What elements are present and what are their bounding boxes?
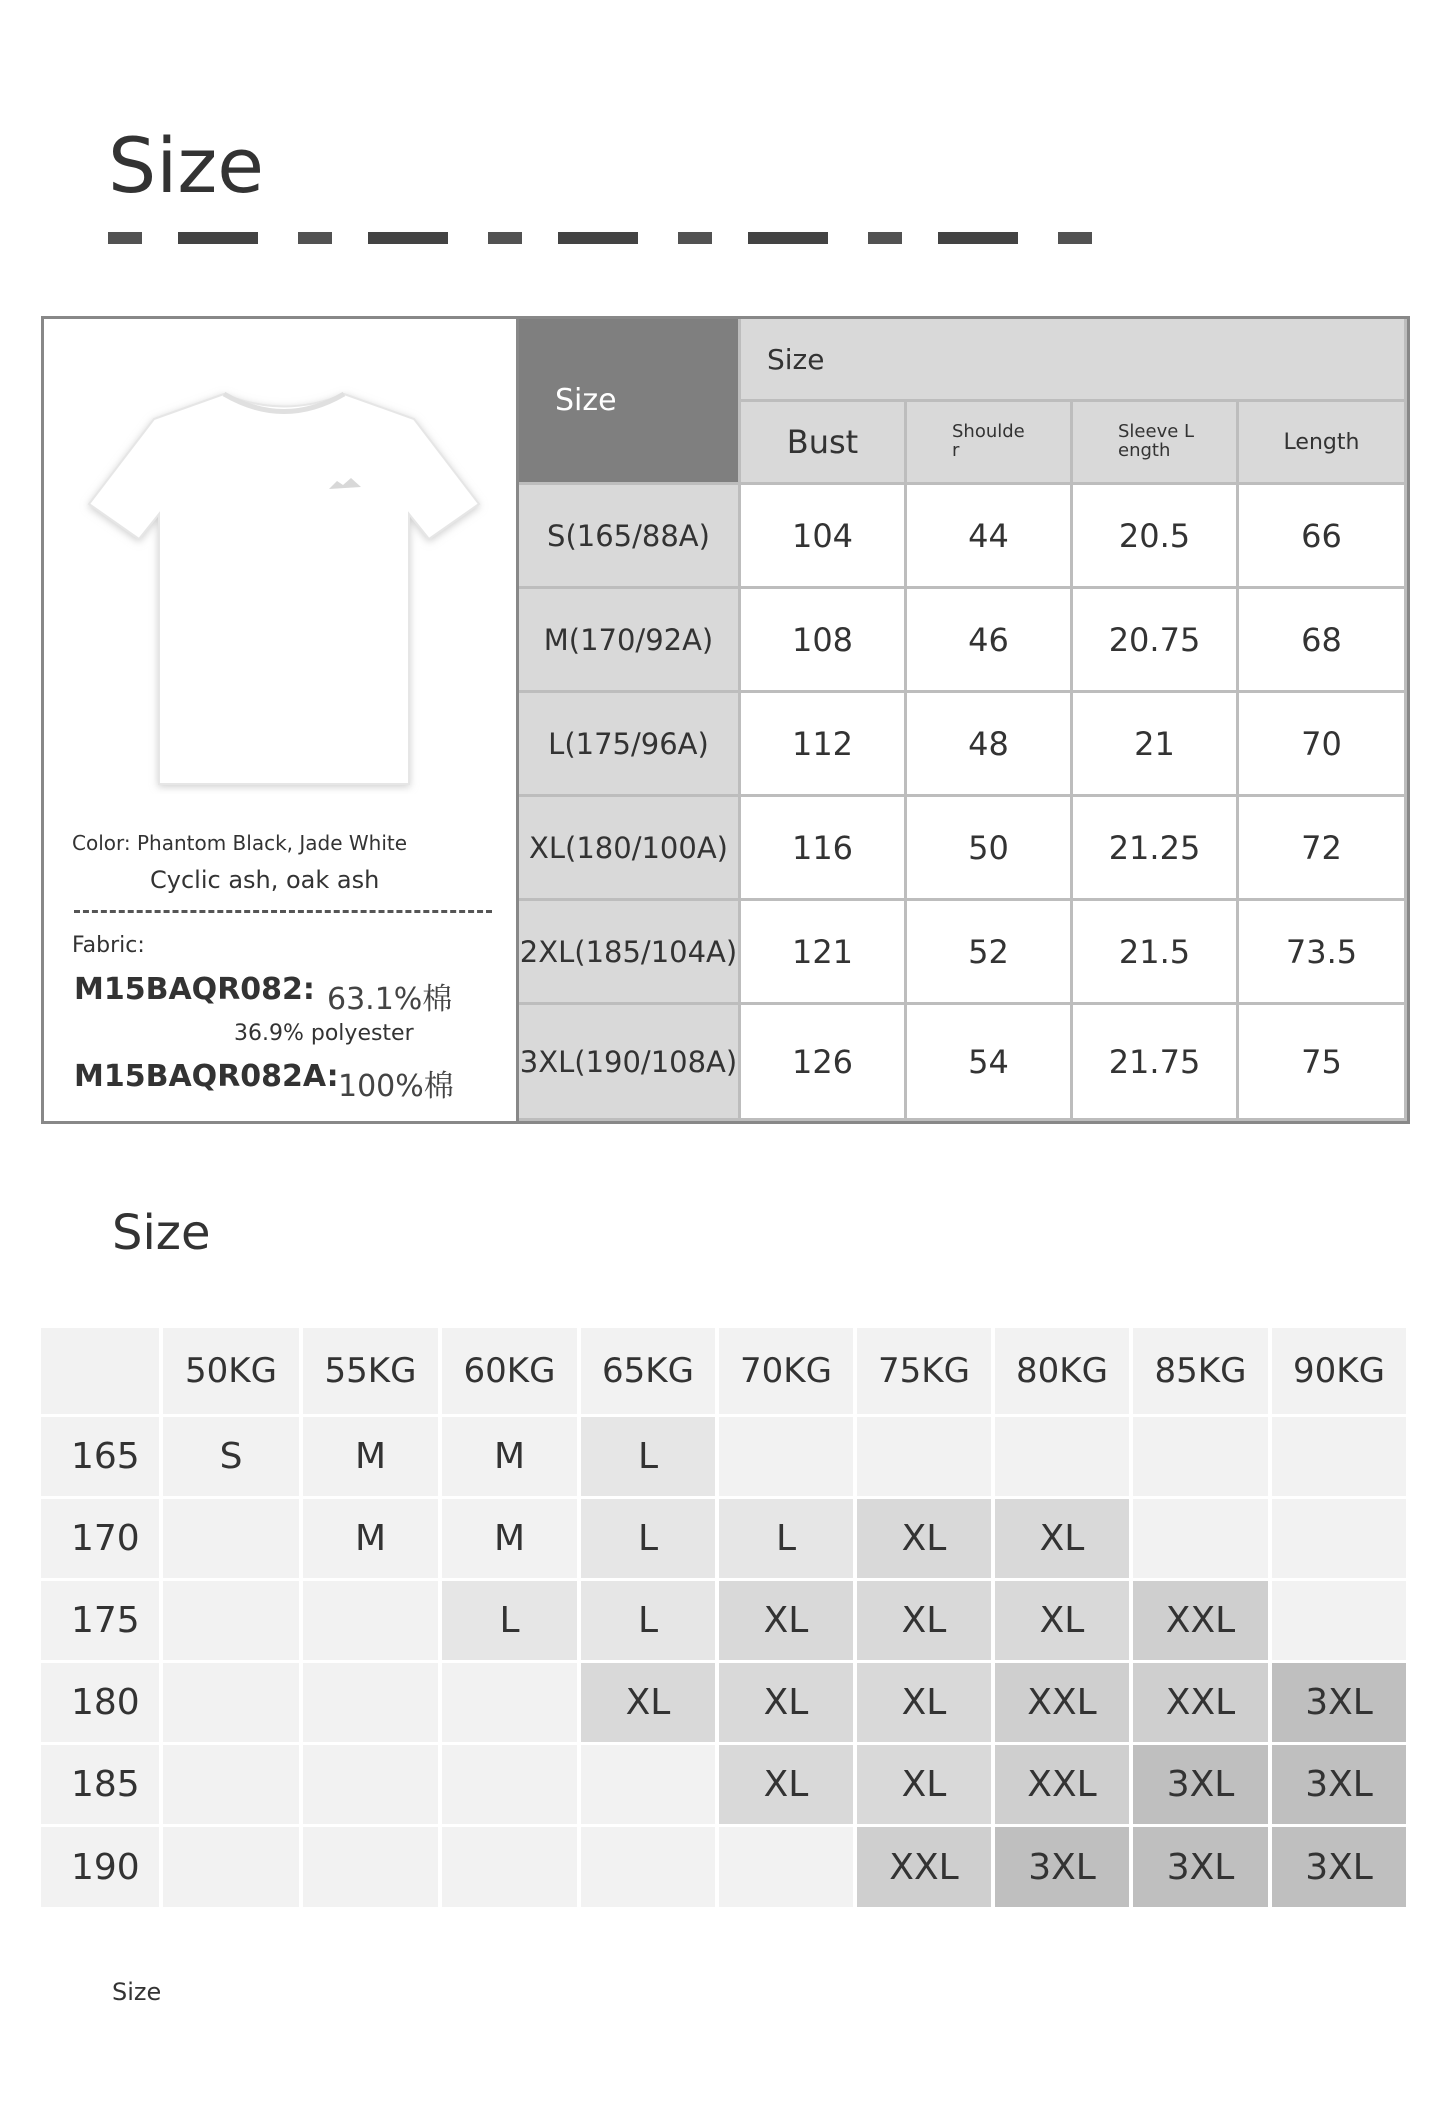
height-label: 180 (41, 1663, 159, 1742)
measurement-cell: 54 (907, 1005, 1073, 1121)
size-cell: L (719, 1499, 853, 1578)
column-header: Shoulde r (907, 402, 1073, 485)
measurement-cell: 116 (741, 797, 907, 901)
size-cell: XXL (995, 1745, 1129, 1824)
size-cell: 3XL (1272, 1827, 1406, 1907)
size-cell: 3XL (995, 1827, 1129, 1907)
measurement-cell: 72 (1239, 797, 1407, 901)
page-title: Size (108, 121, 265, 210)
size-cell: XL (857, 1499, 991, 1578)
size-cell (719, 1827, 853, 1907)
size-label: 2XL(185/104A) (519, 901, 741, 1005)
column-header: Length (1239, 402, 1407, 485)
size-cell (1272, 1417, 1406, 1496)
measurement-cell: 20.75 (1073, 589, 1239, 693)
size-cell: M (442, 1499, 577, 1578)
height-label: 175 (41, 1581, 159, 1660)
measurement-cell: 46 (907, 589, 1073, 693)
size-cell: XL (581, 1663, 715, 1742)
height-label: 165 (41, 1417, 159, 1496)
measurement-cell: 52 (907, 901, 1073, 1005)
weight-header: 60KG (442, 1328, 577, 1414)
size-cell (163, 1663, 299, 1742)
fabric-comp-1: 63.1%棉 (327, 982, 453, 1017)
size-cell (163, 1827, 299, 1907)
fabric-label: Fabric: (72, 933, 145, 958)
size-cell (303, 1827, 438, 1907)
size-spec-table (41, 316, 1410, 1124)
size-header: Size (519, 319, 741, 485)
height-label: 185 (41, 1745, 159, 1824)
size-label: L(175/96A) (519, 693, 741, 797)
weight-header: 80KG (995, 1328, 1129, 1414)
measurement-cell: 66 (1239, 485, 1407, 589)
size-label: M(170/92A) (519, 589, 741, 693)
size-cell (442, 1663, 577, 1742)
measurement-cell: 126 (741, 1005, 907, 1121)
measurement-cell: 104 (741, 485, 907, 589)
measurement-cell: 21.25 (1073, 797, 1239, 901)
tshirt-image (74, 374, 494, 794)
measurement-cell: 108 (741, 589, 907, 693)
fabric-comp-2: 100%棉 (338, 1069, 454, 1104)
size-cell (857, 1417, 991, 1496)
color-label: Color: Phantom Black, Jade White (72, 831, 408, 855)
size-cell (1133, 1417, 1268, 1496)
size-cell (581, 1745, 715, 1824)
size-cell: M (303, 1417, 438, 1496)
weight-header: 70KG (719, 1328, 853, 1414)
footer-title: Size (112, 1978, 162, 2006)
measurement-cell: 50 (907, 797, 1073, 901)
group-header: Size (741, 319, 1407, 402)
product-panel (44, 319, 519, 1121)
size-cell (163, 1745, 299, 1824)
size-cell: 3XL (1272, 1745, 1406, 1824)
size-cell: XL (719, 1745, 853, 1824)
height-label: 170 (41, 1499, 159, 1578)
measurement-cell: 20.5 (1073, 485, 1239, 589)
size-cell: XL (995, 1499, 1129, 1578)
fabric-code-2: M15BAQR082A: (74, 1059, 339, 1094)
measurement-cell: 121 (741, 901, 907, 1005)
weight-header: 65KG (581, 1328, 715, 1414)
size-cell (442, 1827, 577, 1907)
weight-header: 50KG (163, 1328, 299, 1414)
size-cell: XL (857, 1745, 991, 1824)
size-cell: M (442, 1417, 577, 1496)
size-cell (1272, 1581, 1406, 1660)
size-cell: XXL (1133, 1581, 1268, 1660)
measurement-cell: 75 (1239, 1005, 1407, 1121)
size-cell (303, 1581, 438, 1660)
size-cell: 3XL (1272, 1663, 1406, 1742)
size-cell: L (442, 1581, 577, 1660)
size-cell: XL (719, 1581, 853, 1660)
measurement-cell: 21.75 (1073, 1005, 1239, 1121)
weight-header: 85KG (1133, 1328, 1268, 1414)
size-cell: S (163, 1417, 299, 1496)
color-extra: Cyclic ash, oak ash (150, 866, 380, 894)
chart-title: Size (112, 1205, 211, 1261)
height-label: 190 (41, 1827, 159, 1907)
size-cell (719, 1417, 853, 1496)
size-cell (581, 1827, 715, 1907)
size-label: XL(180/100A) (519, 797, 741, 901)
measurement-cell: 21.5 (1073, 901, 1239, 1005)
divider (74, 910, 492, 913)
measurement-cell: 44 (907, 485, 1073, 589)
measurement-cell: 73.5 (1239, 901, 1407, 1005)
size-cell (303, 1663, 438, 1742)
measurement-cell: 112 (741, 693, 907, 797)
size-label: S(165/88A) (519, 485, 741, 589)
size-cell: L (581, 1581, 715, 1660)
column-header: Sleeve L ength (1073, 402, 1239, 485)
size-cell: XL (719, 1663, 853, 1742)
size-cell: XL (857, 1663, 991, 1742)
size-cell: M (303, 1499, 438, 1578)
fabric-comp-1b: 36.9% polyester (234, 1021, 414, 1046)
weight-header: 90KG (1272, 1328, 1406, 1414)
size-cell: L (581, 1499, 715, 1578)
measurement-cell: 68 (1239, 589, 1407, 693)
size-cell (442, 1745, 577, 1824)
fabric-code-1: M15BAQR082: (74, 972, 315, 1007)
column-header: Bust (741, 402, 907, 485)
size-cell: XXL (857, 1827, 991, 1907)
size-cell: XXL (995, 1663, 1129, 1742)
size-cell (995, 1417, 1129, 1496)
size-cell (303, 1745, 438, 1824)
obscured-subtitle (108, 232, 1098, 244)
measurement-cell: 21 (1073, 693, 1239, 797)
size-cell: XL (857, 1581, 991, 1660)
size-cell (163, 1499, 299, 1578)
size-cell (1133, 1499, 1268, 1578)
size-cell: XXL (1133, 1663, 1268, 1742)
size-cell: XL (995, 1581, 1129, 1660)
size-cell (163, 1581, 299, 1660)
size-cell: L (581, 1417, 715, 1496)
weight-header: 75KG (857, 1328, 991, 1414)
size-cell: 3XL (1133, 1827, 1268, 1907)
size-cell: 3XL (1133, 1745, 1268, 1824)
measurement-cell: 48 (907, 693, 1073, 797)
size-label: 3XL(190/108A) (519, 1005, 741, 1121)
measurement-cell: 70 (1239, 693, 1407, 797)
size-cell (1272, 1499, 1406, 1578)
weight-header: 55KG (303, 1328, 438, 1414)
grid-corner (41, 1328, 159, 1414)
